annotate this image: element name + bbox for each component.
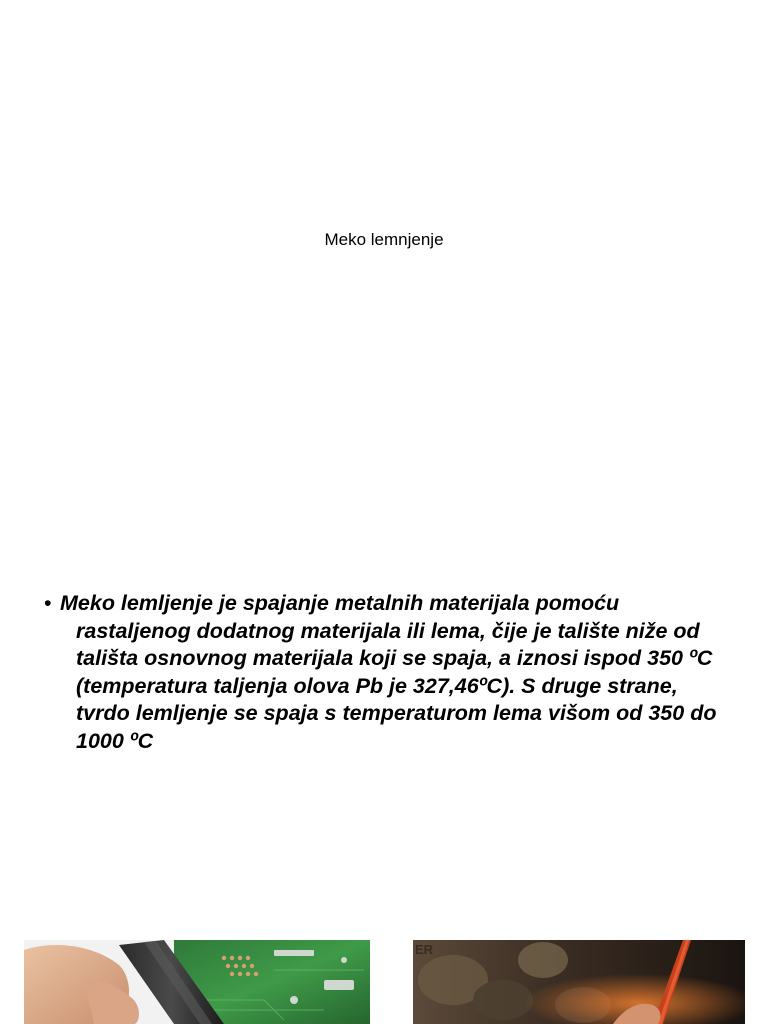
soldering-circuit-board-photo [24, 940, 370, 1024]
bullet-paragraph [44, 590, 734, 756]
soldering-iron-photo [413, 940, 745, 1024]
bullet-icon: • [44, 591, 52, 615]
bullet-text: Meko lemljenje je spajanje metalnih materijala pomoću rastaljenog dodatnog materijala ili lema, čije je talište niže od tališta osnovnog materijala koji se spaja, a iznosi ispod 350 ºC (temperatura taljenja olova Pb je 327,46ºC). S druge strane, tvrdo lemljenje se spaja s temperaturom lema višom od 350 do 1000 ºC [60, 591, 717, 753]
svg-text:ER: ER [415, 942, 434, 957]
slide-title: Meko lemnjenje [324, 230, 444, 249]
